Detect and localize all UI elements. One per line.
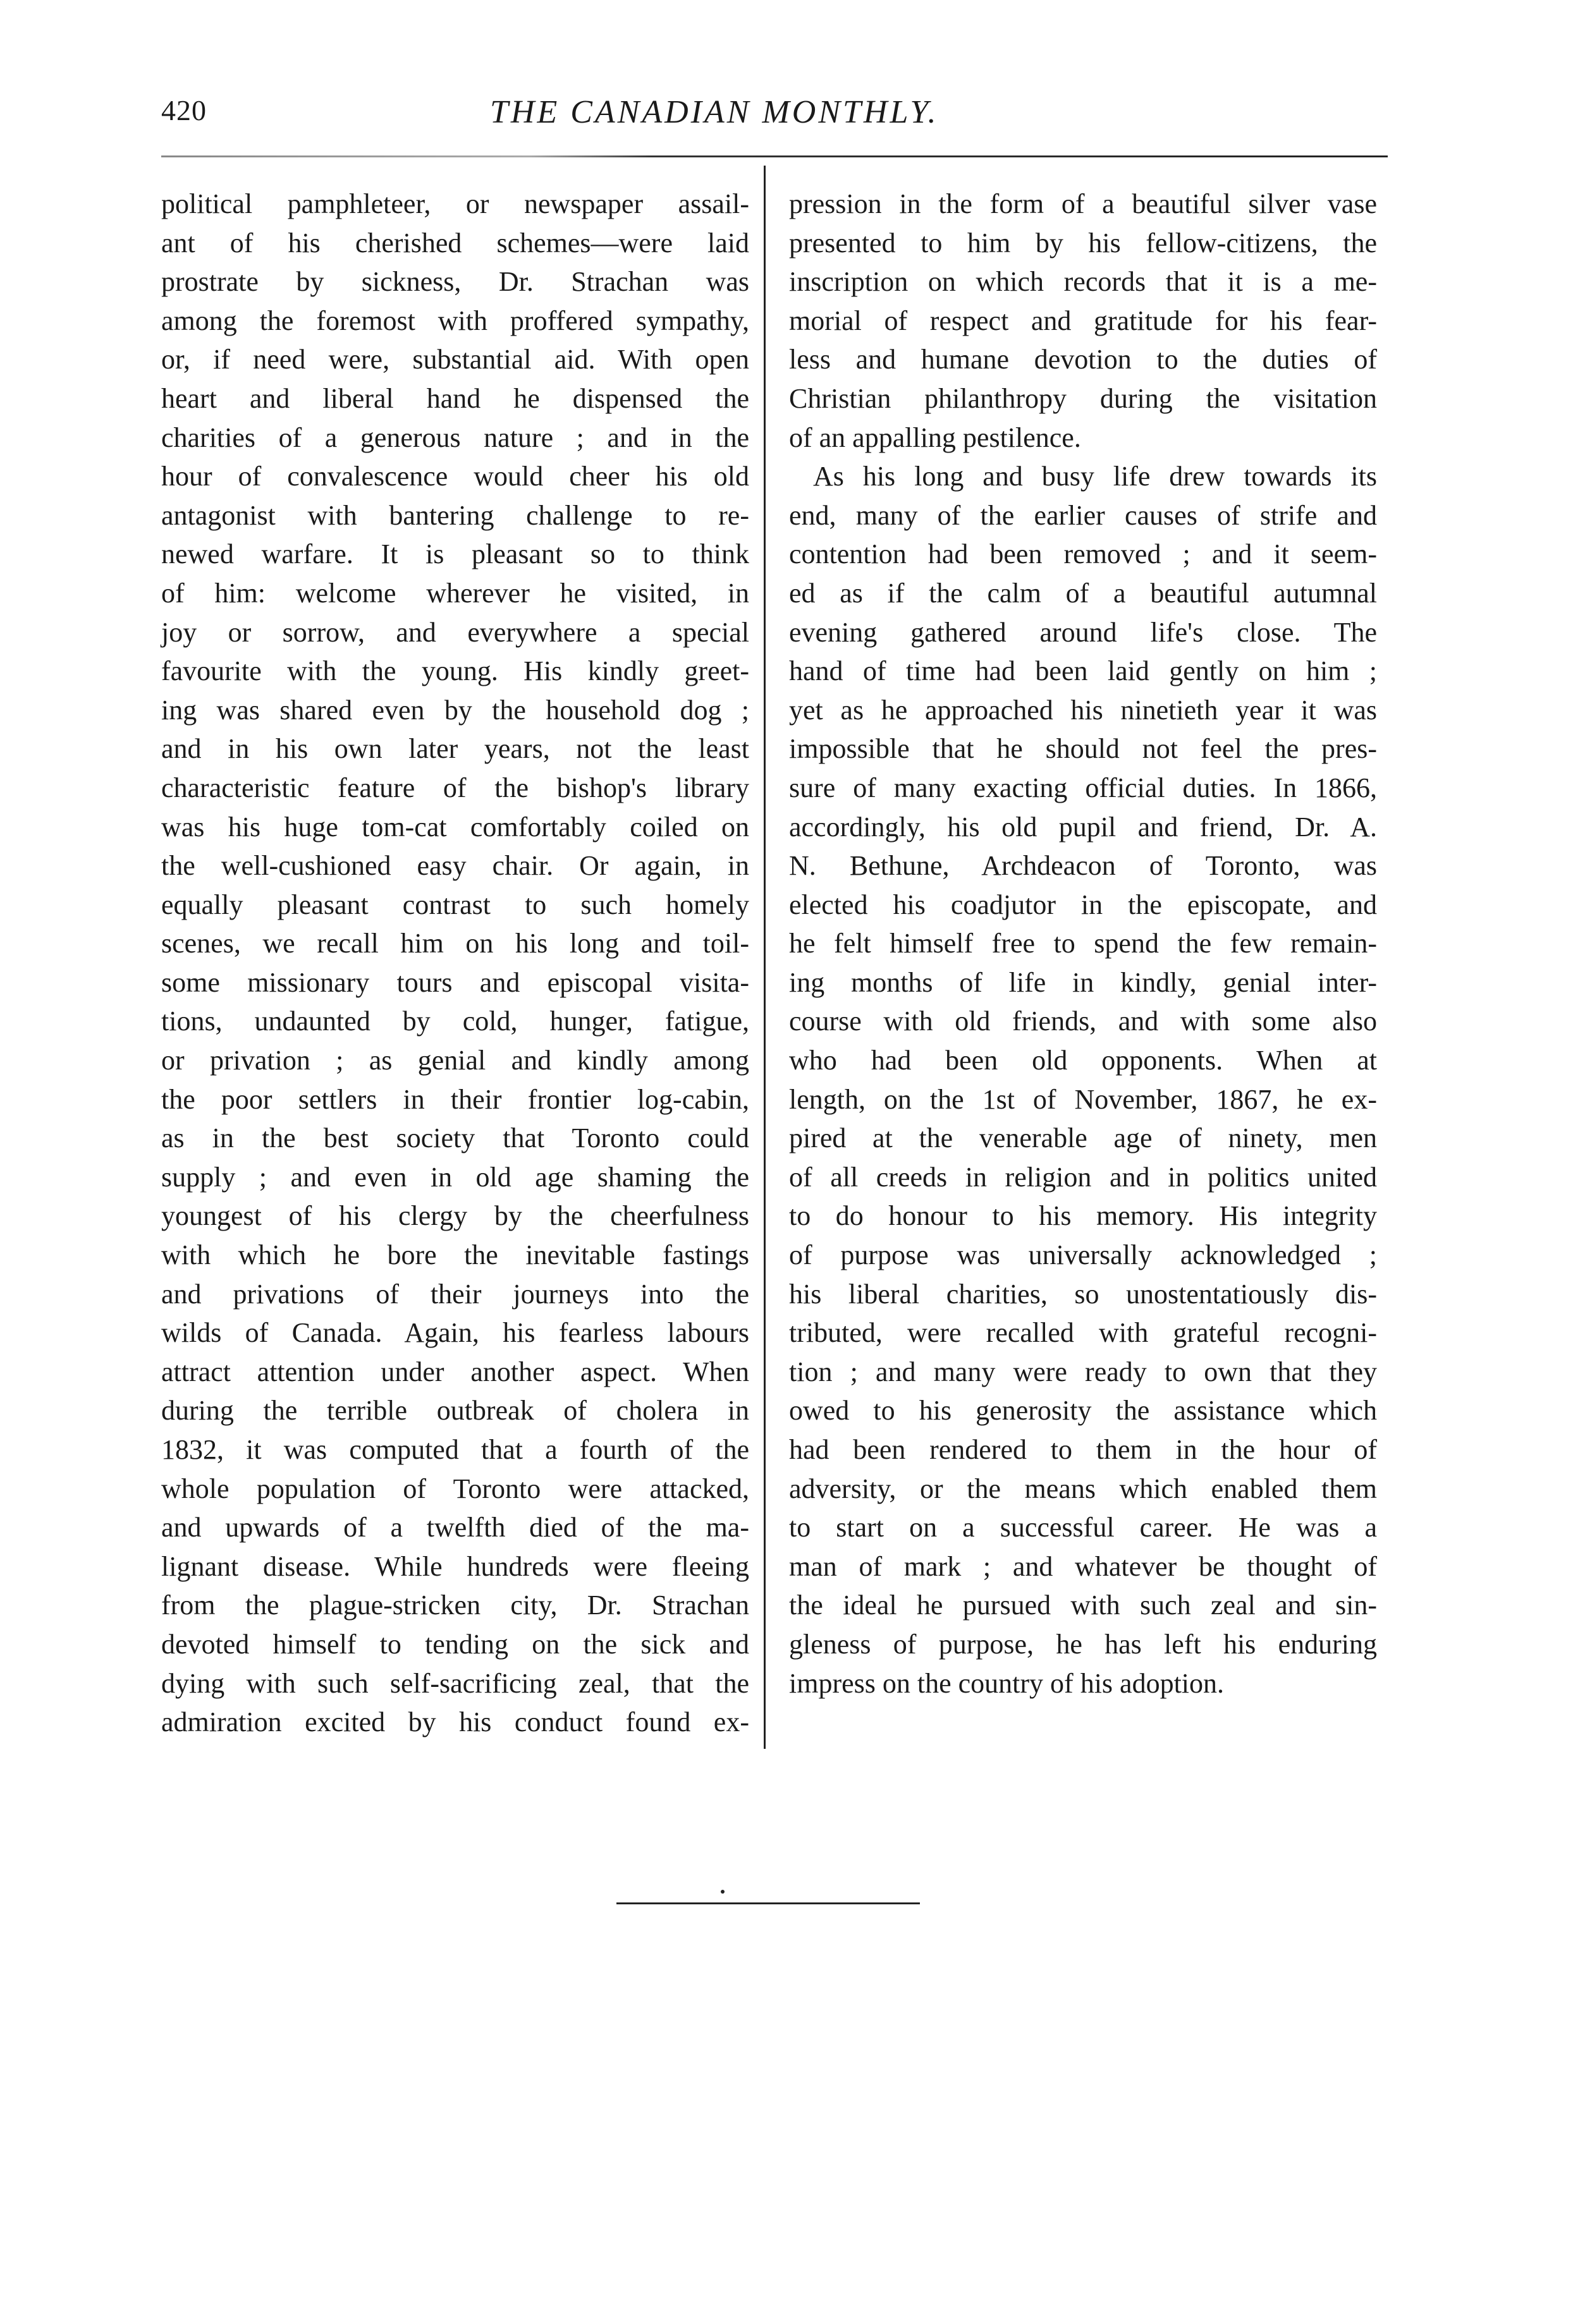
text-line: tion ; and many were ready to own that they <box>789 1356 1377 1387</box>
text-line: who had been old opponents. When at <box>789 1045 1377 1076</box>
text-line: contention had been removed ; and it seem- <box>789 538 1377 570</box>
text-line: pression in the form of a beautiful silver vase <box>789 188 1377 219</box>
text-line: lignant disease. While hundreds were fleeing <box>161 1550 749 1582</box>
text-line: and privations of their journeys into the <box>161 1278 749 1310</box>
text-line: characteristic feature of the bishop's library <box>161 772 749 803</box>
text-line: with which he bore the inevitable fastings <box>161 1239 749 1271</box>
text-line: of an appalling pestilence. <box>789 422 1081 453</box>
text-line: less and humane devotion to the duties of <box>789 344 1377 375</box>
text-line: evening gathered around life's close. The <box>789 616 1377 648</box>
text-line: end, many of the earlier causes of strife and <box>789 499 1377 531</box>
text-line: among the foremost with proffered sympathy, <box>161 305 749 336</box>
text-line: hour of convalescence would cheer his old <box>161 461 749 492</box>
text-line: had been rendered to them in the hour of <box>789 1434 1377 1465</box>
text-line: favourite with the young. His kindly greet- <box>161 655 749 687</box>
text-line: political pamphleteer, or newspaper assail- <box>161 188 749 219</box>
text-line: some missionary tours and episcopal visita- <box>161 966 749 998</box>
running-title: THE CANADIAN MONTHLY. <box>490 94 939 130</box>
text-line: whole population of Toronto were attacked, <box>161 1473 749 1504</box>
text-line: youngest of his clergy by the cheerfulness <box>161 1200 749 1232</box>
text-line: ing months of life in kindly, genial inter- <box>789 966 1377 998</box>
page-header <box>161 94 1388 144</box>
text-line: presented to him by his fellow-citizens, the <box>789 227 1377 259</box>
left-column <box>161 185 749 1742</box>
text-line: owed to his generosity the assistance which <box>789 1395 1377 1427</box>
text-line: ant of his cherished schemes—were laid <box>161 227 749 259</box>
text-line: antagonist with bantering challenge to re- <box>161 499 749 531</box>
text-line: sure of many exacting official duties. In 1866, <box>789 772 1377 803</box>
header-rule <box>161 155 1388 157</box>
text-line: the ideal he pursued with such zeal and sin- <box>789 1590 1377 1621</box>
text-line: N. Bethune, Archdeacon of Toronto, was <box>789 850 1377 882</box>
text-line: the poor settlers in their frontier log-cabin, <box>161 1083 749 1115</box>
text-line: prostrate by sickness, Dr. Strachan was <box>161 266 749 298</box>
text-line: or, if need were, substantial aid. With open <box>161 344 749 375</box>
text-line: ing was shared even by the household dog ; <box>161 694 749 726</box>
text-line: inscription on which records that it is a me- <box>789 266 1377 298</box>
text-line: joy or sorrow, and everywhere a special <box>161 616 749 648</box>
text-line: devoted himself to tending on the sick and <box>161 1628 749 1660</box>
text-line: hand of time had been laid gently on him ; <box>789 655 1377 687</box>
text-line: his liberal charities, so unostentatiously dis- <box>789 1278 1377 1310</box>
text-line: from the plague-stricken city, Dr. Strachan <box>161 1590 749 1621</box>
text-line: course with old friends, and with some also <box>789 1006 1377 1037</box>
text-line: and upwards of a twelfth died of the ma- <box>161 1512 749 1543</box>
text-line: As his long and busy life drew towards its <box>813 461 1377 492</box>
text-line: was his huge tom-cat comfortably coiled on <box>161 811 749 843</box>
text-line: Christian philanthropy during the visitation <box>789 382 1377 414</box>
text-line: dying with such self-sacrificing zeal, that the <box>161 1667 749 1699</box>
text-line: 1832, it was computed that a fourth of the <box>161 1434 749 1465</box>
page-number: 420 <box>161 94 207 126</box>
end-rule <box>616 1902 920 1904</box>
text-line: impossible that he should not feel the pres- <box>789 733 1377 765</box>
text-line: during the terrible outbreak of cholera in <box>161 1395 749 1427</box>
text-line: tions, undaunted by cold, hunger, fatigue, <box>161 1006 749 1037</box>
end-ornament-dot <box>721 1890 725 1894</box>
text-line: impress on the country of his adoption. <box>789 1667 1225 1699</box>
text-line: adversity, or the means which enabled them <box>789 1473 1377 1504</box>
text-line: supply ; and even in old age shaming the <box>161 1161 749 1193</box>
text-line: as in the best society that Toronto could <box>161 1122 749 1154</box>
text-line: morial of respect and gratitude for his fear- <box>789 305 1377 336</box>
text-line: yet as he approached his ninetieth year it was <box>789 694 1377 726</box>
text-line: gleness of purpose, he has left his enduring <box>789 1628 1377 1660</box>
text-line: man of mark ; and whatever be thought of <box>789 1550 1377 1582</box>
text-line: newed warfare. It is pleasant so to think <box>161 538 749 570</box>
text-line: to do honour to his memory. His integrity <box>789 1200 1377 1232</box>
text-line: and in his own later years, not the least <box>161 733 749 765</box>
text-line: wilds of Canada. Again, his fearless labours <box>161 1317 749 1349</box>
text-line: pired at the venerable age of ninety, men <box>789 1122 1377 1154</box>
text-line: the well-cushioned easy chair. Or again, in <box>161 850 749 882</box>
text-line: accordingly, his old pupil and friend, Dr. A. <box>789 811 1377 843</box>
text-line: heart and liberal hand he dispensed the <box>161 382 749 414</box>
text-line: of purpose was universally acknowledged ; <box>789 1239 1377 1271</box>
column-divider <box>764 166 766 1749</box>
text-line: or privation ; as genial and kindly among <box>161 1045 749 1076</box>
text-line: tributed, were recalled with grateful recogni- <box>789 1317 1377 1349</box>
text-line: length, on the 1st of November, 1867, he ex- <box>789 1083 1377 1115</box>
text-line: to start on a successful career. He was a <box>789 1512 1377 1543</box>
text-line: elected his coadjutor in the episcopate, and <box>789 889 1377 920</box>
text-line: admiration excited by his conduct found ex- <box>161 1706 749 1738</box>
text-line: scenes, we recall him on his long and toil- <box>161 928 749 959</box>
text-line: ed as if the calm of a beautiful autumnal <box>789 577 1377 609</box>
text-line: charities of a generous nature ; and in the <box>161 422 749 453</box>
text-line: of all creeds in religion and in politics united <box>789 1161 1377 1193</box>
right-column <box>789 185 1377 1703</box>
text-line: of him: welcome wherever he visited, in <box>161 577 749 609</box>
text-line: equally pleasant contrast to such homely <box>161 889 749 920</box>
text-line: attract attention under another aspect. When <box>161 1356 749 1387</box>
text-line: he felt himself free to spend the few remain- <box>789 928 1377 959</box>
